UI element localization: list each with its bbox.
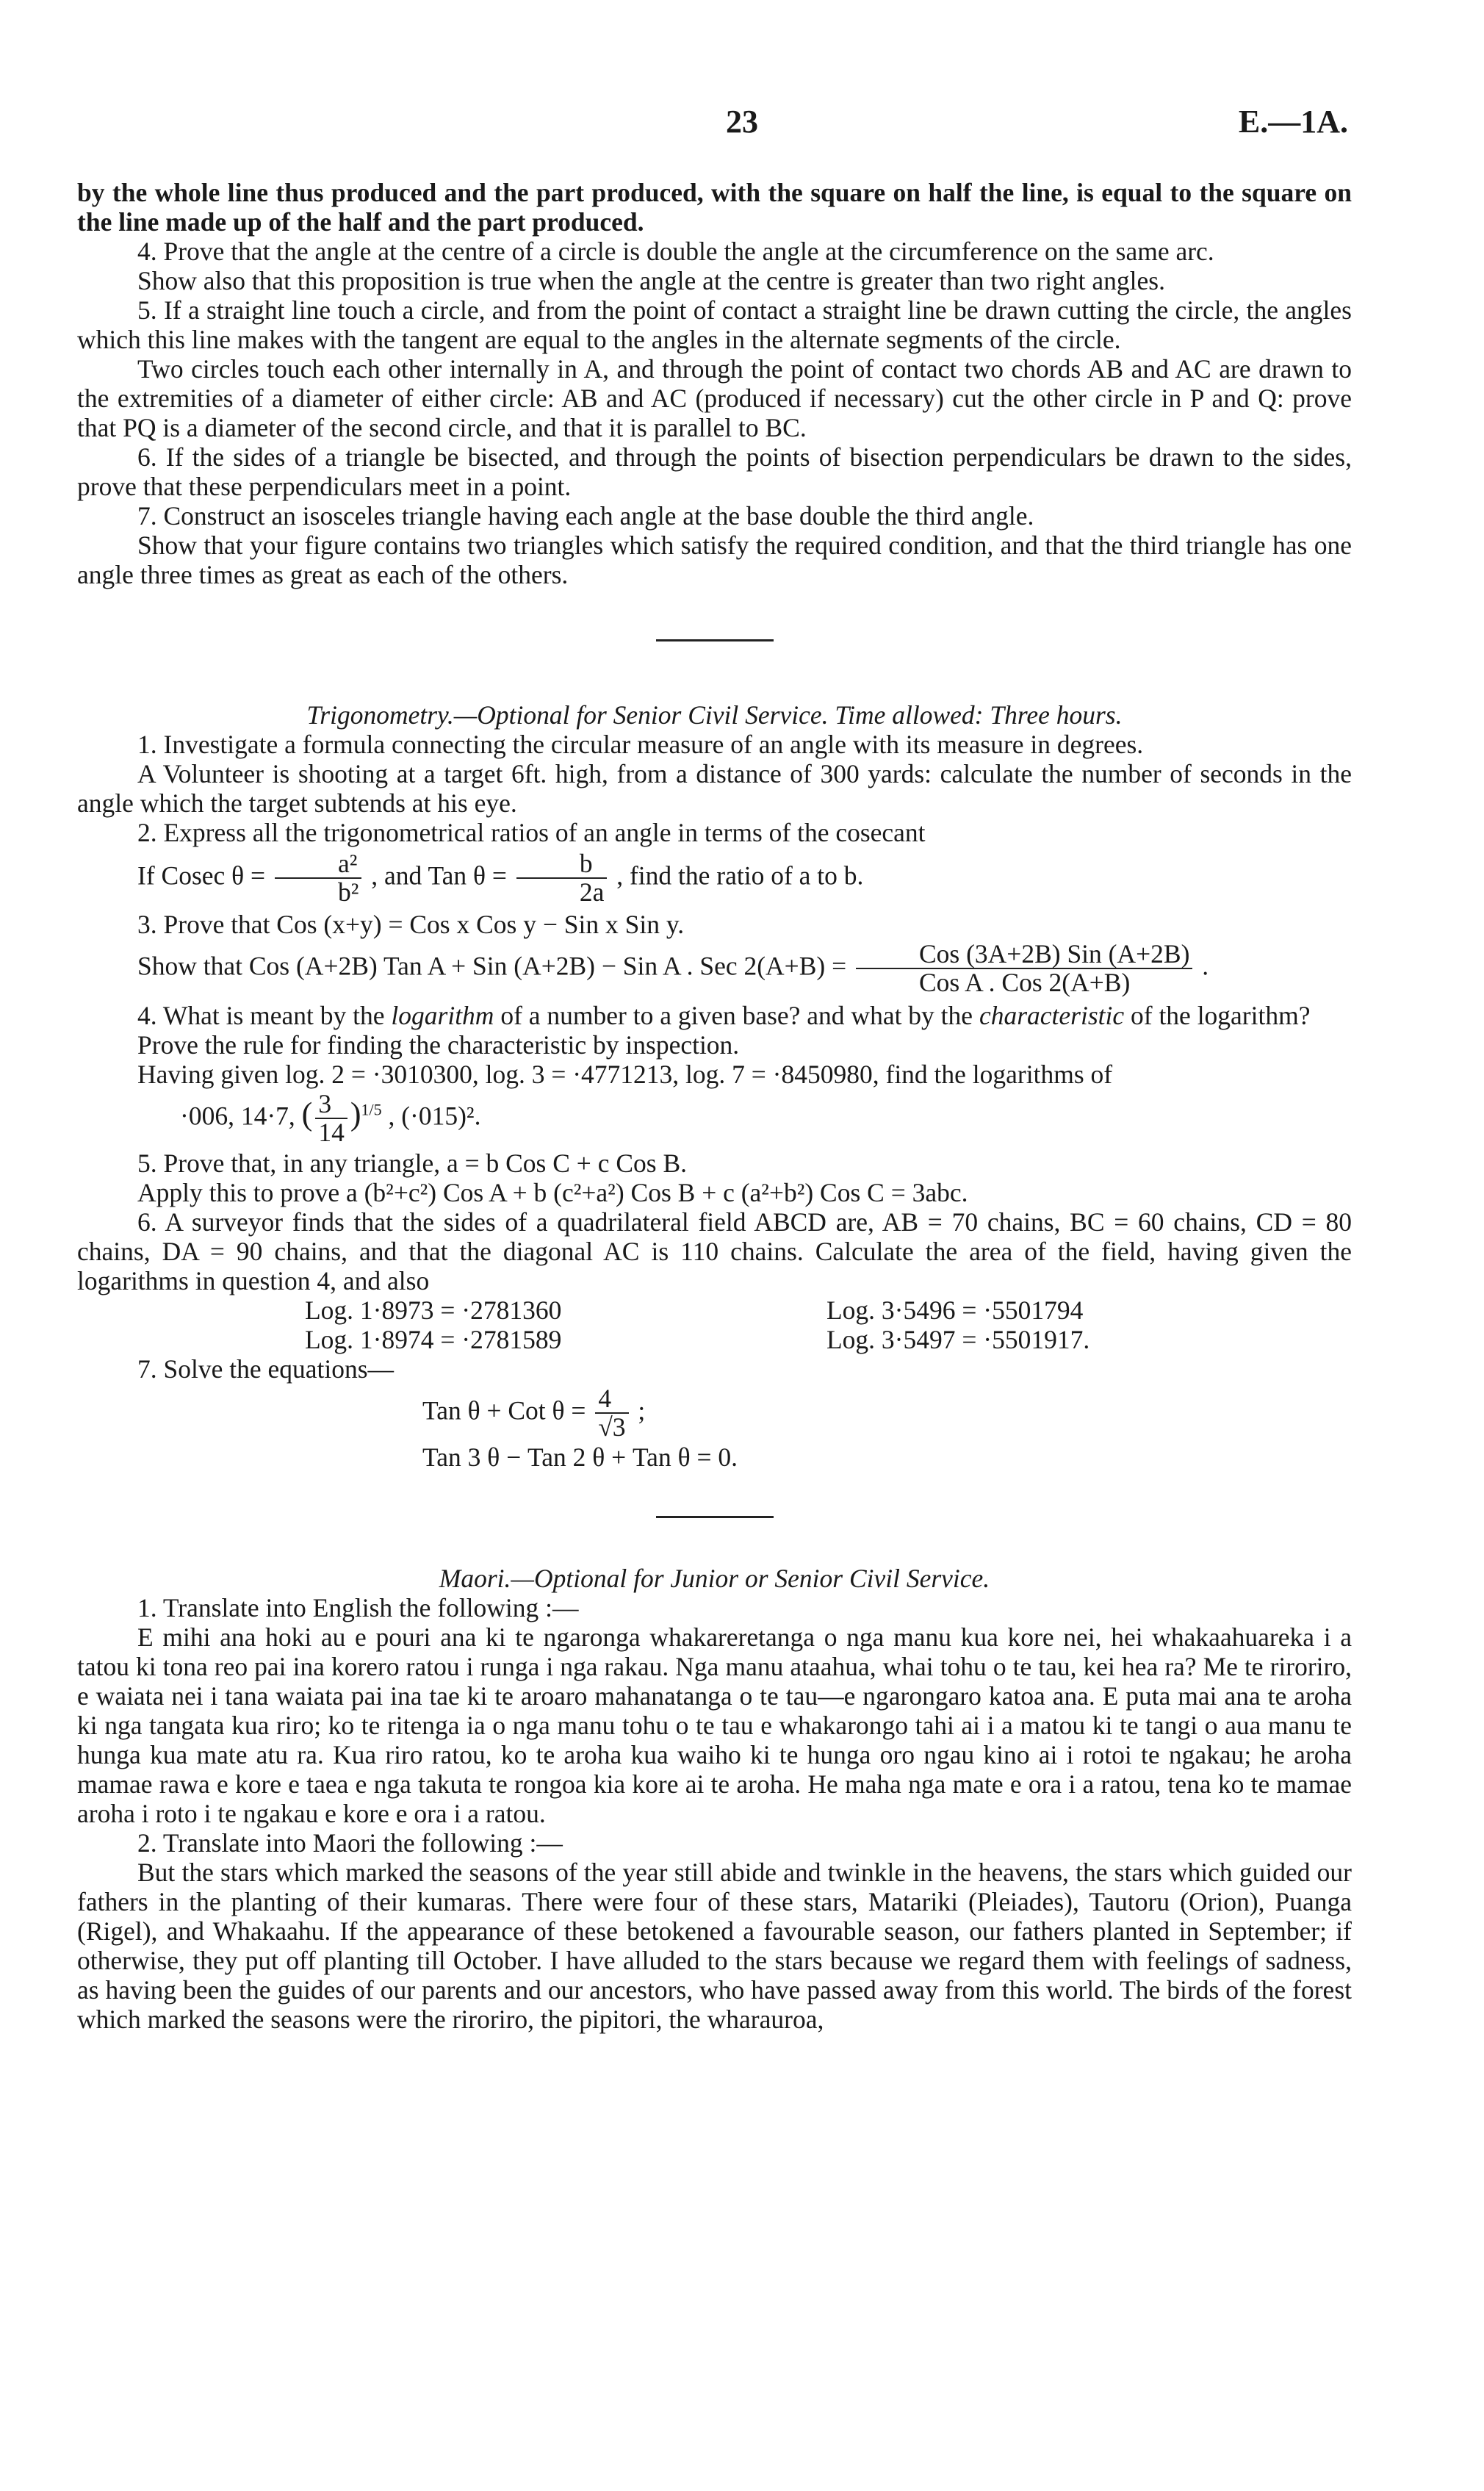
fraction (516, 850, 608, 907)
log-table (77, 1295, 1352, 1354)
maori-heading: Maori.—Optional for Junior or Senior Civil Service. (439, 1564, 990, 1594)
trig-q1: 1. Investigate a formula connecting the circular measure of an angle with its measure in degrees. (137, 730, 1144, 759)
equation-text: If Cosec θ = (137, 860, 266, 891)
text-run: of the logarithm? (1124, 1001, 1311, 1031)
trig-q3: 3. Prove that Cos (x+y) = Cos x Cos y − Sin x Sin y. (137, 909, 685, 939)
italic-term: characteristic (979, 1001, 1125, 1031)
fraction (856, 938, 1192, 997)
trigonometry-section (77, 700, 1352, 1472)
equation-text: . (1202, 950, 1209, 980)
fraction-denominator: 14 (318, 1118, 345, 1148)
italic-term: logarithm (391, 1001, 494, 1031)
log-value: Log. 1·8973 = ·2781360 (305, 1295, 562, 1325)
log-value: Log. 3·5496 = ·5501794 (826, 1295, 1084, 1325)
fraction-numerator: a² (275, 850, 361, 879)
geometry-section (77, 178, 1352, 589)
fraction (315, 1090, 347, 1147)
log-value: Log. 1·8974 = ·2781589 (305, 1324, 562, 1354)
trig-q4-values (77, 1090, 1352, 1147)
section-divider (656, 1516, 774, 1518)
trig-q5-part2: Apply this to prove a (b²+c²) Cos A + b (c²+a²) Cos B + c (a²+b²) Cos C = 3abc. (137, 1177, 968, 1207)
geometry-q7: 7. Construct an isosceles triangle having each angle at the base double the third angle. (137, 501, 1034, 531)
log-row (305, 1325, 1352, 1354)
geometry-q5: 5. If a straight line touch a circle, and from the point of contact a straight line be drawn cutting the circle, the angles which this line makes with the tangent are equal to the angles in the alternate segments of the circle. (77, 295, 1352, 354)
trig-q7-equation1 (77, 1385, 1352, 1442)
equation-text: ·006, 14·7, (180, 1101, 295, 1131)
equation-text: , and Tan θ = (371, 860, 507, 891)
fraction-numerator: 4 (595, 1385, 628, 1414)
fraction-numerator: b (516, 850, 608, 879)
equation-text: , (·015)². (388, 1101, 481, 1131)
trig-q2-equation (77, 850, 1352, 907)
trig-q2: 2. Express all the trigonometrical ratios of an angle in terms of the cosecant (137, 818, 926, 847)
maori-passage-1: E mihi ana hoki au e pouri ana ki te ngaronga whakareretanga o nga manu kua kore nei, hei whakaahuareka i a tatou ki tona reo pai ina korero ratou i runga i nga rakau. Nga manu ataahua, whai tohu o te tau, kei hea ra? Me te riroriro, e waiata nei i tana waiata pai ina tae ki te aroaro mahanatanga o te tau—e ngarongaro katoa ana. E puta mai ana te aroha ki nga tangata kua riro; ko te ritenga ia o nga manu tohu o te tau e whakarongo tahi ai i a matou ki te tangi o aua manu te hunga kua mate atu ra. Kua riro ratou, ko te aroha kua waiho ki te hunga oro ngau kino ai i rotoi te ngakau; he aroha mamae rawa e kore e taea e nga takuta te rongoa kia kore ai te aroha. He maha nga mate e ora i a ratou, tena ko te mamae aroha i roto i te ngakau e kore e ora i a ratou. (77, 1622, 1352, 1829)
fraction-denominator: 2a (579, 877, 605, 907)
paren-close: ) (350, 1096, 361, 1132)
fraction-denominator: Cos A . Cos 2(A+B) (918, 967, 1131, 997)
geometry-q7-part2: Show that your figure contains two triangles which satisfy the required condition, and that the third triangle has one angle three times as great as each of the others. (77, 531, 1352, 589)
fraction-denominator: b² (337, 877, 359, 907)
trig-q3-identity (77, 938, 1352, 997)
fraction-denominator: √3 (598, 1412, 626, 1442)
text-run: 4. What is meant by the (137, 1001, 392, 1031)
maori-passage-2: But the stars which marked the seasons of the year still abide and twinkle in the heavens, the stars which guided our fathers in the planting of their kumaras. There were four of these stars, Matariki (Pleiades), Tautoru (Orion), Puanga (Rigel), and Whakaahu. If the appearance of these betokened a favourable season, our fathers planted in September; if otherwise, they put off planting till October. I have alluded to the stars because we regard them with feelings of sadness, as having been the guides of our parents and our ancestors, who have passed away from this world. The birds of the forest which marked the seasons were the riroriro, the pipitori, the wharauroa, (77, 1858, 1352, 2035)
fraction (275, 850, 361, 907)
log-value: Log. 3·5497 = ·5501917. (826, 1324, 1090, 1354)
maori-q1: 1. Translate into English the following :— (137, 1593, 579, 1623)
exponent: 1/5 (361, 1100, 382, 1119)
geometry-q6: 6. If the sides of a triangle be bisected, and through the points of bisection perpendiculars be drawn to the sides, prove that these perpendiculars meet in a point. (77, 442, 1352, 501)
fraction-numerator: 3 (315, 1090, 347, 1119)
trig-q7-equation2: Tan 3 θ − Tan 2 θ + Tan θ = 0. (422, 1442, 738, 1473)
geometry-q4-part2: Show also that this proposition is true when the angle at the centre is greater than two right angles. (137, 266, 1165, 295)
trig-q4 (77, 1001, 1352, 1030)
text-run: of a number to a given base? and what by the (494, 1001, 979, 1031)
fraction-numerator: Cos (3A+2B) Sin (A+2B) (856, 941, 1192, 969)
trig-q4-part3: Having given log. 2 = ·3010300, log. 3 = ·4771213, log. 7 = ·8450980, find the logarithms of (137, 1060, 1113, 1090)
page-body (77, 178, 1352, 2034)
document-reference: E.—1A. (1238, 104, 1348, 140)
equation-text: Tan θ + Cot θ = (422, 1395, 586, 1425)
equation-text: Show that Cos (A+2B) Tan A + Sin (A+2B) − Sin A . Sec 2(A+B) = (137, 950, 847, 980)
trig-q7: 7. Solve the equations— (137, 1354, 395, 1384)
trigonometry-heading: Trigonometry.—Optional for Senior Civil Service. Time allowed: Three hours. (306, 700, 1123, 730)
trig-q5: 5. Prove that, in any triangle, a = b Cos C + c Cos B. (137, 1148, 687, 1178)
fraction (595, 1385, 628, 1442)
trig-q4-part2: Prove the rule for finding the characteristic by inspection. (137, 1030, 740, 1060)
paren-open: ( (301, 1096, 313, 1132)
maori-q2: 2. Translate into Maori the following :— (137, 1828, 563, 1858)
geometry-q5-part2: Two circles touch each other internally in A, and through the point of contact two chords AB and AC are drawn to the extremities of a diameter of either circle: AB and AC (produced if necessary) cut the other circle in P and Q: prove that PQ is a diameter of the second circle, and that it is parallel to BC. (77, 354, 1352, 442)
page-number: 23 (726, 104, 758, 140)
equation-text: ; (638, 1395, 646, 1425)
trig-q6: 6. A surveyor finds that the sides of a quadrilateral field ABCD are, AB = 70 chains, BC = 60 chains, CD = 80 chains, DA = 90 chains, and that the diagonal AC is 110 chains. Calculate the area of the field, having given the logarithms in question 4, and also (77, 1207, 1352, 1295)
maori-section (77, 1564, 1352, 2034)
log-row (305, 1295, 1352, 1325)
geometry-q4: 4. Prove that the angle at the centre of a circle is double the angle at the circumference on the same arc. (137, 237, 1214, 266)
equation-text: , find the ratio of a to b. (616, 860, 864, 891)
geometry-continuation: by the whole line thus produced and the part produced, with the square on half the line, is equal to the square on the line made up of the half and the part produced. (77, 178, 1352, 237)
trig-q1-part2: A Volunteer is shooting at a target 6ft. high, from a distance of 300 yards: calculate the number of seconds in the angle which the target subtends at his eye. (77, 759, 1352, 818)
section-divider (656, 639, 774, 641)
